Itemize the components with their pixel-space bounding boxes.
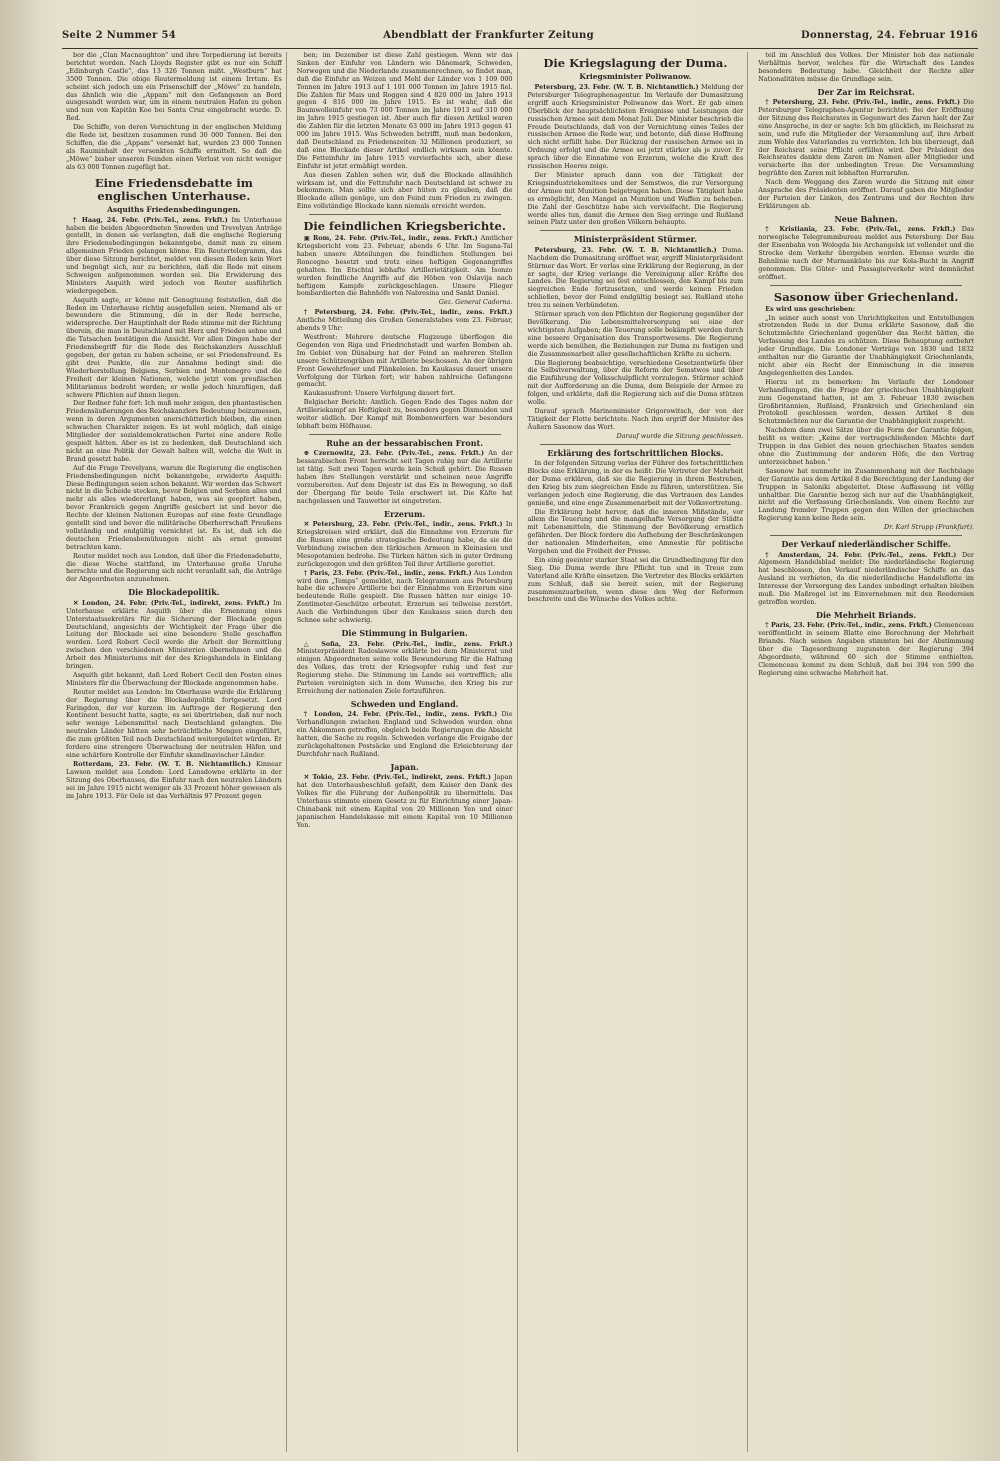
author-signature: Dr. Karl Strupp (Frankfurt). <box>884 523 974 532</box>
article-text: Amtlicher Kriegsbericht vom 23. Februar, abends 6 Uhr. Im Sugana-Tal haben unsere Abteilungen die feindlichen Stellungen bei Roncegno besetzt und trotz eines heftigen Gegenangriffes gehalten. Im Etschtal lebhafte Artillerietätigkeit. Am Isonzo wurden feindliche Angriffe auf die Höhen von Oslavija nach heftigem Kampfe zurückgeschlagen. Unsere Flieger bombardierten die Bahnhöfe von Nabresina und Sankt Daniel. <box>296 234 513 298</box>
article-text: bor die „Clan Macnaughton“ und ihre Torpedierung ist bereits berichtet worden. Nach Lloyds Register gibt es nur ein Schiff „Edinburgh Castle“, das 13 326 Tonnen mißt. „Westburn“ hat 3500 Tonnen. Die obige Reutermeldung ist einem Irrtum. Es scheint sich jedoch um ein Prisenschiff der „Möwe“ zu handeln, das ähnlich wie die „Appam“ mit den Gefangenen an Bord ausgesandt worden war, um in einem neutralen Hafen zu gehen und nun von Kapitän Koe bei Santa Cruz eingebracht wurde. D. Red. <box>66 52 282 123</box>
headline-erzerum: Erzerum. <box>384 508 426 519</box>
headline-fortschrittlicher-block: Erklärung des fortschrittlichen Blocks. <box>547 447 724 458</box>
masthead <box>62 30 978 46</box>
article-text: Der Algemeen Handelsblad meldet: Die niederländische Regierung hat beschlossen, den Verkauf niederländischer Schiffe an das Ausland zu verbieten, da die niederländische Handelsflotte im Interesse der Versorgung des Landes unbedingt erhalten bleiben muß. Die Maßregel ist im Einvernehmen mit den Reedereien getroffen worden. <box>758 550 974 606</box>
dateline: ✕ London, 24. Febr. (Priv.-Tel., indirekt, zens. Frkft.) <box>73 598 270 607</box>
dateline: † London, 24. Febr. (Priv.-Tel., indir., zens. Frkft.) <box>303 710 498 719</box>
article-text: Aus diesen Zahlen sehen wir, daß die Blockade allmählich wirksam ist, und die Fettzufuhr nach Deutschland ist schwer zu bekommen. Man sollte sich aber hüten zu glauben, daß die Blockade allein genüge, um den Feind zum Frieden zu zwingen. Eine vollständige Blockade kann niemals erreicht werden. <box>296 170 513 211</box>
column-1 <box>62 52 287 1452</box>
headline-stuermer: Ministerpräsident Stürmer. <box>573 234 697 245</box>
section-divider <box>770 535 962 536</box>
article-text: Die Schiffe, von deren Vernichtung in der englischen Meldung die Rede ist, besitzen zusammen rund 30 000 Tonnen. Bei den Schiffen, die die „Appam“ versenkt hat, wurden 23 000 Tonnen als Rauminhalt der versenkten Schiffe ermittelt. So daß die „Möwe“ bisher unseren Feinden einen Verlust von nicht weniger als 63 000 Tonnen zugefügt hat. <box>66 123 282 171</box>
dateline: ✕ Tokio, 23. Febr. (Priv.-Tel., indirekt, zens. Frkft.) <box>303 773 491 782</box>
column-2 <box>293 52 518 1452</box>
page-edge-shadow <box>0 0 40 1461</box>
article-text: Asquith gibt bekannt, daß Lord Robert Cecil den Posten eines Ministers für die Überwachung der Blockade angenommen habe. <box>66 670 282 687</box>
columns <box>62 52 978 1452</box>
article-text: Hierzu ist zu bemerken: Im Verlaufe der Londoner Verhandlungen, die die Frage der griechischen Unabhängigkeit zum Gegenstand hatten, ist am 3. Februar 1830 zwischen Großbritannien, Rußland, Frankreich und Griechenland ein Protokoll geschlossen worden, dessen Artikel 8 den Schutzmächten nur die Garantie der Unabhängigkeit zuspricht. <box>758 377 974 426</box>
article-text: Nach dem Weggang des Zaren wurde die Sitzung mit einer Ansprache des Präsidenten eröffnet. Darauf gaben die Mitglieder der Parteien der Linken, des Zentrums und der Rechten ihre Erklärungen ab. <box>758 178 974 210</box>
dateline: † Paris, 23. Febr. (Priv.-Tel., indir., zens. Frkft.) <box>303 568 472 577</box>
article-text: Das norwegische Telegrammbureau meldet aus Petersburg: Der Bau der Eisenbahn von Wologda bis Archangelsk ist vollendet und die Strecke dem Verkehr übergeben worden. Ebenso wurde die Bahnlinie nach der Murmanküste bis zur Kola-Bucht in Angriff genommen. Die Güter- und Passagierverkehr wird demnächst eröffnet. <box>758 225 974 281</box>
headline-japan: Japan. <box>390 761 419 772</box>
article-text: „In seiner auch sonst von Unrichtigkeiten und Entstellungen strotzenden Rede in der Duma erklärte Sasonow, daß die Schutzmächte Griechenland gegenüber das Recht hätten, die Verfassung des Landes zu schützen. Diese Behauptung entbehrt jeder Grundlage. Die Londoner Verträge von 1830 und 1832 enthalten nur die Garantie der Unabhängigkeit Griechenlands, nicht aber ein Recht der Einmischung in die inneren Angelegenheiten des Landes. <box>758 313 974 377</box>
article-text: Asquith sagte, er könne mit Genugtuung feststellen, daß die Reden im Unterhause richtig ausgefallen seien. Niemand als er bewundere die Stimmung, die in der Rede herrsche, widerspreche. Der Hauptinhalt der Rede stimme mit der Richtung überein, die man in Deutschland mit Herz und Frieden sehne und die Tatsachen bestätigen die Ansicht. Vor allen Dingen habe der Friedensbegriff für die Rede des Reichskanzlers Ausschluß gegeben, der getan zu haben scheine, er sei Friedensfreund. Es gibt drei Punkte, die zur Annahme bedingt sind: die Wiederherstellung Belgiens, Serbien und Montenegro und die Freiheit der kleinen Nationen, welche jetzt vom preußischen Militarismus bedroht werden; er wolle jedoch hinzufügen, daß schwere Pflichten auf ihnen liegen. <box>66 295 282 399</box>
article-text: teil im Anschluß des Volkes. Der Minister hob das nationale Verhältnis hervor, welches für die Wirtschaft des Landes besondere Bedeutung habe. Gleichheit der Rechte aller Nationalitäten müsse die Grundlage sein. <box>758 52 974 83</box>
section-divider <box>770 285 962 286</box>
article-text: Ministerpräsident Radoslawow erklärte bei dem Ministerrat und einigen Abgeordneten seine volle Bewunderung für die Haltung des Volkes, das trotz der Kriegsopfer ruhig und fest zur Regierung stehe. Die Stimmung im Lande sei vortrefflich; alle Parteien vereinigten sich in dem Wunsche, den Krieg bis zur Erreichung der nationalen Ziele fortzuführen. <box>296 647 513 695</box>
article-text: Auf die Frage Trevelyans, warum die Regierung die englischen Friedensbedingungen nicht bekanntgebe, erwiderte Asquith: Diese Bedingungen seien schon bekannt. Wir werden das Schwert nicht in die Scheide stecken, bevor Belgien und Serbien alles und mehr als alles wiedererlangt haben, was sie geopfert haben, bevor Frankreich gegen Angriffe gesichert ist und bevor die Rechte der kleinen Nationen Europas auf eine feste Grundlage gestellt sind und bevor die militärische Oberherrschaft Preußens vollständig und endgültig vernichtet ist. Es ist, daß ich die deutschen Friedensbemühungen nicht als ernst gemeint betrachten kann. <box>66 463 282 551</box>
article-text: Ein einig geeinter starker Staat sei die Grundbedingung für den Sieg. Die Duma werde ihre Pflicht tun und in Treue zum Vaterland alle Kräfte einsetzen. Die Vertreter des Blocks erklärten zum Schluß, daß sie bereit seien, mit der Regierung zusammenzuarbeiten, wenn diese den Weg der Reformen beschreite und die Wünsche des Volkes achte. <box>527 555 744 604</box>
column-3 <box>524 52 749 1452</box>
article-text: Amtliche Mitteilung des Großen Generalstabes vom 23. Februar, abends 9 Uhr: <box>296 316 513 333</box>
article-text: Der Minister sprach dann von der Tätigkeit der Kriegsindustriekomitees und der Semstwos, die zur Versorgung der Armee mit Munition beigetragen haben. Diese Tätigkeit habe es ermöglicht, den Mangel an Munition und Waffen zu beheben. Die Zahl der Geschütze habe sich vervielfacht. Die Regierung werde alles tun, damit die Armee den Sieg erringe und Rußland seinen Platz unter den großen Völkern behaupte. <box>527 170 744 227</box>
dateline: Es wird uns geschrieben: <box>765 304 856 313</box>
section-divider <box>309 434 501 435</box>
article-text: Reuter meldet aus London: Im Oberhause wurde die Erklärung der Regierung über die Blockadepolitik fortgesetzt. Lord Faringdon, der vor kurzem im Auftrage der Regierung den Kontinent besucht hatte, sagte, es sei übertrieben, daß nur noch sehr wenige Lebensmittel nach Deutschland gelangten. Die neutralen Länder hätten sehr beträchtliche Mengen eingeführt, die zum größten Teil nach Deutschland weitergeleitet würden. Er fordere eine strengere Überwachung der neutralen Häfen und eine schärfere Kontrolle der Einfuhr skandinavischer Länder. <box>66 687 282 759</box>
headline-mehrheit-briands: Die Mehrheit Briands. <box>816 609 917 620</box>
article-text: Die Verhandlungen zwischen England und Schweden wurden ohne ein Abkommen getroffen, obgleich beide Regierungen die Absicht hatten, die Sache zu regeln. Schweden verlange die Freigabe der zurückgehaltenen Postsäcke und England die Erleichterung der Durchfuhr nach Rußland. <box>296 710 513 758</box>
article-text: Nachdem dann zwei Sätze über die Form der Garantie folgen, heißt es weiter: „Keine der vertragschließenden Mächte darf Truppen in das Gebiet des neuen griechischen Staates senden ohne die Zustimmung der anderen Höfe, die den Vertrag unterzeichnet haben.“ <box>758 426 974 466</box>
dateline: ▣ Rom, 24. Febr. (Priv.-Tel., indir., zens. Frkft.) <box>303 234 478 243</box>
article-text: Darauf sprach Marineminister Grigorowitsch, der von der Tätigkeit der Flotte berichtete. Nach ihm ergriff der Minister des Äußern Sasonow das Wort. <box>527 406 744 431</box>
dateline: Petersburg, 23. Febr. (W. T. B. Nichtamtlich.) <box>534 245 717 254</box>
headline-kriegsberichte: Die feindlichen Kriegsberichte. <box>303 219 506 234</box>
headline-kriegslagung-duma: Die Kriegslagung der Duma. <box>543 56 728 70</box>
headline-bessarabische-front: Ruhe an der bessarabischen Front. <box>326 437 484 448</box>
article-text: Reuter meldet noch aus London, daß über die Friedensdebatte, die diese Woche stattfand, im Unterhause große Unruhe herrschte und die Regierung sich nicht veranlaßt sah, die Anträge der Abgeordneten anzunehmen. <box>66 551 282 584</box>
headline-blockadepolitik: Die Blockadepolitik. <box>128 587 220 598</box>
article-text: Westfront: Mehrere deutsche Flugzeuge überflogen die Gegenden von Riga und Friedrichstadt und warfen Bomben ab. Im Gebiet von Dünaburg hat der Feind an mehreren Stellen unsere Schützengräben mit Artillerie beschossen. An der übrigen Front Gewehrfeuer und Plänkeleien. Im Kaukasus dauert unsere Verfolgung der Türken fort; wir haben zahlreiche Gefangene gemacht. <box>296 333 513 389</box>
section-divider <box>540 230 732 231</box>
article-text: Im Unterhause erklärte Asquith über die Ernennung eines Unterstaatssekretärs für die Sicherung der Blockade gegen Deutschland, angesichts der Wichtigkeit der Frage über die Leitung der Blockade sei eine besondere Stelle geschaffen worden. Lord Robert Cecil werde die Arbeit der Bermittlung zwischen den verschiedenen Ministerien übernehmen und die Arbeit des Ministeriums mit der des Kriegshandels in Einklang bringen. <box>66 598 282 671</box>
headline-schweden-england: Schweden und England. <box>350 698 459 709</box>
article-text: Die Regierung beabsichtige, verschiedene Gesetzentwürfe über die Selbstverwaltung, über die Reform der Semstwos und über die Einführung der Volksschulpflicht vorzulegen. Stürmer schloß mit der Aufforderung an die Duma, dem Beispiele der Armee zu folgen, und erklärte, daß die Regierung sich auf die Duma stützen wolle. <box>527 358 744 407</box>
dateline: ⊕ Czernowitz, 23. Febr. (Priv.-Tel., zens. Frkft.) <box>303 449 485 458</box>
article-text: Belgischer Bericht: Amtlich. Gegen Ende des Tages nahm der Artilleriekampf an Heftigkeit zu, besonders gegen Dixmuiden und weiter südlich. Der Kampf mit Bombenwerfern war besonders lebhaft beim Höfhause. <box>296 398 513 430</box>
headline-bulgarien: Die Stimmung in Bulgarien. <box>341 628 468 638</box>
subheadline-poliwanow: Kriegsminister Poliwanow. <box>579 72 692 81</box>
closing-note: Darauf wurde die Sitzung geschlossen. <box>616 431 744 440</box>
article-text: An der bessarabischen Front herrscht seit Tagen ruhig nur die Artillerie ist tätig. Seit zwei Tagen wurde kein Schuß gehört. Die Russen haben ihre Stellungen verstärkt und scheinen neue Angriffe vorzubereiten. Auf dem Dnjestr ist das Eis in Bewegung, so daß der Übergang für beide Teile erschwert ist. Die Kälte hat nachgelassen und Tauwetter ist eingetreten. <box>296 449 513 505</box>
article-text: Die Erklärung hebt hervor, daß die inneren Mißstände, vor allem die Teuerung und die mangelhafte Versorgung der Städte mit Lebensmitteln, die Stimmung der Bevölkerung ernstlich gefährden. Der Block fordere die Aufhebung der Beschränkungen der nationalen Minderheiten, eine Amnestie für politische Vergehen und die Freiheit der Presse. <box>527 507 744 556</box>
dateline: † Kristiania, 23. Febr. (Priv.-Tel., zens. Frkft.) <box>765 225 956 234</box>
article-text: Im Unterhause haben die beiden Abgeordneten Snowden und Trevelyan Anträge gestellt, in denen sie verlangten, daß die englische Regierung ihre Friedensbedingungen bekanntgebe, damit man zu einem allgemeinen Frieden gelangen könne. Ein Reutertelegramm, das über diese Sitzung berichtet, meldet von diesen Reden kein Wort und begnügt sich, nur zu berichten, daß die Rede mit einem Schweigen aufgenommen worden sei. Die Erwiderung des Ministers Asquith wird jedoch von Reuter ausführlich wiedergegeben. <box>66 215 282 295</box>
masthead-rule <box>62 48 978 49</box>
article-text: Stürmer sprach von den Pflichten der Regierung gegenüber der Bevölkerung. Die Lebensmittelversorgung sei eine der wichtigsten Aufgaben; die Teuerung solle bekämpft werden durch eine bessere Organisation des Transportwesens. Die Regierung werde sich bemühen, die Beziehungen zur Duma zu festigen und die Zusammenarbeit aller gesellschaftlichen Kräfte zu sichern. <box>527 310 744 358</box>
section-divider <box>309 214 501 215</box>
headline-neue-bahnen: Neue Bahnen. <box>834 213 898 224</box>
article-text: Die Petersburger Telegraphen-Agentur berichtet: Bei der Eröffnung der Sitzung des Reichsrates in Gegenwart des Zaren hielt der Zar eine Ansprache, in der er sagte: Ich bin glücklich, im Reichsrat zu sein, und rufe die Mitglieder der Versammlung auf, ihre Arbeit zum Wohle des Vaterlandes zu verrichten. Ich bin überzeugt, daß der Reichsrat seine Pflicht erfüllen wird. Der Präsident des Reichsrates dankte dem Zaren im Namen aller Mitglieder und versicherte ihn der unbedingten Treue. Die Versammlung begrüßte den Zaren mit lebhaften Hurrarufen. <box>758 98 974 178</box>
article-text: Sasonow hat nunmehr im Zusammenhang mit der Rechtslage der Garantie aus dem Artikel 8 die Berechtigung der Landung der Truppen in Saloniki abgeleitet. Diese Auffassung ist völlig unhaltbar. Die Garantie bezog sich nur auf die Unabhängigkeit, nicht auf die Verfassung Griechenlands. Von einem Rechte zur Landung fremder Truppen gegen den Willen der griechischen Regierung kann keine Rede sein. <box>758 466 974 523</box>
section-divider <box>540 444 732 445</box>
page-number: Seite 2 Nummer 54 <box>62 30 176 41</box>
article-text: Meldung der Petersburger Telegraphenagentur. Im Verlaufe der Dumasitzung ergriff auch Kriegsminister Poliwanow das Wort. Er gab einen Überblick der hauptsächlichsten Ereignisse und Leistungen der russischen Armee seit dem Monat Juli. Der Minister beschrieb die Freude Deutschlands, daß von der Vernichtung eines Teiles der russischen Armee die Rede war, und betonte, daß diese Hoffnung sich nicht erfüllt habe. Der Rückzug der russischen Armee sei in Ordnung erfolgt und die Armee sei jetzt stärker als je zuvor. Er sprach über die Einnahme von Erzerum, welche die Kraft des russischen Heeres zeige. <box>527 83 744 171</box>
column-4 <box>754 52 978 1452</box>
dateline: † Amsterdam, 24. Febr. (Priv.-Tel., zens. Frkft.) <box>765 550 957 559</box>
dateline: △ Sofia, 23. Febr. (Priv.-Tel., indir., zens. Frkft.) <box>303 639 513 648</box>
issue-date: Donnerstag, 24. Februar 1916 <box>801 30 978 41</box>
signature: Gez. General Cadorna. <box>438 298 513 307</box>
article-text: In der folgenden Sitzung verlas der Führer des fortschrittlichen Blocks eine Erklärung, in der es heißt: Die Vertreter der Mehrheit der Duma erklären, daß sie die Regierung in ihrem Bestreben, den Krieg bis zum siegreichen Ende zu führen, unterstützen. Sie verlangen jedoch eine Regierung, die das Vertrauen des Landes genieße, und eine enge Zusammenarbeit mit der Volksvertretung. <box>527 459 744 507</box>
headline-sasonow-griechenland: Sasonow über Griechenland. <box>773 289 959 304</box>
dateline: † Haag, 24. Febr. (Priv.-Tel., zens. Frkft.) <box>73 215 228 224</box>
article-text: Kaukasusfront: Unsere Verfolgung dauert fort. <box>303 389 456 398</box>
article-text: Der Redner fuhr fort: Ich muß mehr zeigen, den phantastischen Friedensäußerungen des Reichskanzlers Bedeutung beizumessen, wenn in deren Argumenten unerschütterlich bleiben, die einen schwachen Charakter zeigen. Es ist wohl möglich, daß einige Mitglieder der sozialdemokratischen Partei eine andere Rolle gespielt hätten. Aber es ist zu bedenken, daß Deutschland sich nicht an eine Politik der Gewalt halten will, welche die Welt in Brand gesetzt habe. <box>66 399 282 463</box>
headline-friedensdebatte: Eine Friedensdebatte im englischen Unterhause. <box>94 175 253 203</box>
dateline: † Petersburg, 23. Febr. (Priv.-Tel., indir., zens. Frkft.) <box>765 98 961 107</box>
dateline: Rotterdam, 23. Febr. (W. T. B. Nichtamtlich.) <box>73 759 252 768</box>
article-text: In Kriegskreisen wird erklärt, daß die Einnahme von Erzerum für die Russen eine große strategische Bedeutung habe, da sie die Verbindung zwischen den türkischen Armeen in Kleinasien und Mesopotamien bedrohe. Die Türken hätten sich in guter Ordnung zurückgezogen und den größten Teil ihrer Artillerie gerettet. <box>296 520 513 568</box>
headline-zar-reichsrat: Der Zar im Reichsrat. <box>817 86 915 97</box>
dateline: Petersburg, 23. Febr. (W. T. B. Nichtamtlich.) <box>534 83 699 91</box>
dateline: ✕ Petersburg, 23. Febr. (Priv.-Tel., indir., zens. Frkft.) <box>303 520 503 529</box>
article-text: Japan hat den Unterhausbeschluß gefaßt, dem Kaiser den Dank des Volkes für die Führung der Außenpolitik zu übermitteln. Das Unterhaus stimmte einem Gesetz zu für Einrichtung einer Japan-Chinabank mit einem Kapital von 20 Millionen Yen und einer japanischen Handelskasse mit einem Kapital von 10 Millionen Yen. <box>296 773 513 829</box>
headline-verkauf-schiffe: Der Verkauf niederländischer Schiffe. <box>781 539 951 550</box>
article-text: ben; im Dezember ist diese Zahl gestiegen. Wenn wir das Sinken der Einfuhr von Ländern wie Dänemark, Schweden, Norwegen und die Niederlande zusammenrechnen, so findet man, daß die Einfuhr an Weizen und Mehl der Länder von 1 109 000 Tonnen im Jahre 1913 auf 1 101 000 Tonnen im Jahre 1915 fiel. Die Zahlen für Mais und Roggen sind 4 820 000 im Jahre 1913 gegen 4 816 000 im Jahre 1915. Es ist wahr, daß die Baumwolleinfuhr von 73 000 Tonnen im Jahre 1913 auf 310 000 im Jahre 1915 gestiegen ist. Aber auch für diesen Artikel waren die Zahlen für die letzten Monate 63 000 im Jahre 1913 gegen 41 000 im Jahre 1915. Was Schweden betrifft, muß man bedenken, daß Deutschland zu Friedenszeiten 32 Millionen produziert, so daß eine Blockade dieser Artikel endlich wirksam sein könnte. Die Fetteinfuhr im Jahre 1915 vervierfachte sich, aber diese Einfuhr ist jetzt ermäßigt worden. <box>296 52 513 170</box>
dateline: † Paris, 23. Febr. (Priv.-Tel., indir., zens. Frkft.) <box>765 621 932 630</box>
dateline: † Petersburg, 24. Febr. (Priv.-Tel., indir., zens. Frkft.) <box>303 308 513 317</box>
subheadline-asquith: Asquiths Friedensbedingungen. <box>107 204 241 214</box>
article-text: Duma. Nachdem die Dumasitzung eröffnet war, ergriff Ministerpräsident Stürmer das Wort. Er verlas eine Erklärung der Regierung, in der er sagte, der Krieg verlange die Vereinigung aller Kräfte des Landes. Die Regierung sei fest entschlossen, den Kampf bis zum siegreichen Ende fortzusetzen, und werde keinen Frieden schließen, bevor der Feind endgültig besiegt sei. Rußland stehe treu zu seinen Verbündeten. <box>527 245 744 310</box>
article-text: Kinnear Lawson meldet aus London: Lord Lansdowne erklärte in der Sitzung des Oberhauses, die Einfuhr nach den neutralen Ländern sei im Jahre 1915 nicht weniger als 33 Prozent höher gewesen als im Jahre 1913. Für Oele ist das Verhältnis 97 Prozent gegen <box>66 759 282 800</box>
article-text: Aus London wird dem „Temps“ gemeldet, nach Telegrammen aus Petersburg habe die schwere Artillerie bei der Einnahme von Erzerum eine bedeutende Rolle gespielt. Die Russen hätten nur einige 10-Zentimeter-Geschütze erbeutet. Erzerum sei teilweise zerstört. Auch die Verbindungen über den Kaukasus seien durch den Schnee sehr schwierig. <box>296 568 513 625</box>
newspaper-title: Abendblatt der Frankfurter Zeitung <box>383 30 594 41</box>
article-text: Clemenceau veröffentlicht in seinem Blatte eine Berechnung der Mehrheit Briands. Nach seinen Angaben stimmten bei der Abstimmung über die Tagesordnung zugunsten der Regierung 394 Abgeordnete, während 60 sich der Stimme enthielten. Clemenceau kommt zu dem Schluß, daß bei 394 von 590 die Regierung eine schwache Mehrheit hat. <box>758 621 974 677</box>
